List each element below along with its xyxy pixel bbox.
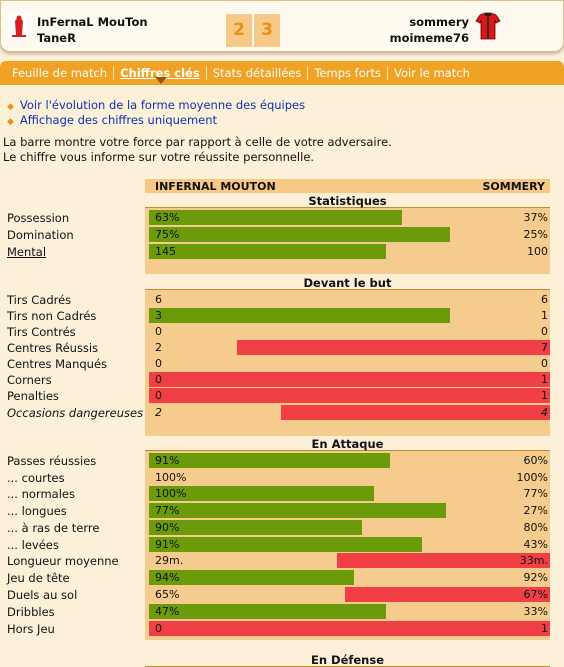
home-manager-name[interactable]: TaneR: [37, 31, 76, 45]
stat-label: Centres Manqués: [7, 357, 108, 371]
home-value: 75%: [155, 228, 180, 241]
home-strength-bar: [149, 308, 450, 323]
tab-chiffres-cles[interactable]: Chiffres clés: [114, 66, 207, 80]
away-value: 77%: [523, 487, 548, 500]
away-team-name[interactable]: sommery: [409, 15, 469, 29]
away-value: 43%: [523, 538, 548, 551]
home-score: 2: [226, 14, 252, 47]
away-value: 7: [541, 341, 548, 354]
away-value: 1: [541, 309, 548, 322]
away-strength-bar: [345, 587, 550, 602]
away-column-title: SOMMERY: [482, 180, 545, 193]
stat-label: Tirs non Cadrés: [7, 309, 97, 323]
home-value: 47%: [155, 605, 180, 618]
stat-label: Passes réussies: [7, 454, 97, 468]
stat-label: Tirs Cadrés: [7, 293, 72, 307]
home-value: 91%: [155, 454, 180, 467]
home-value: 0: [155, 373, 162, 386]
home-value: 90%: [155, 521, 180, 534]
home-value: 63%: [155, 211, 180, 224]
stat-label: ... levées: [7, 538, 59, 552]
stat-label: Dribbles: [7, 605, 55, 619]
stat-label: ... courtes: [7, 471, 65, 485]
home-strength-bar: [149, 520, 362, 535]
active-tab-indicator: [155, 77, 167, 84]
home-value: 94%: [155, 571, 180, 584]
stat-label: Hors Jeu: [7, 622, 55, 636]
home-value: 0: [155, 622, 162, 635]
tab-temps-forts[interactable]: Temps forts: [308, 66, 388, 80]
away-manager-name[interactable]: moimeme76: [389, 31, 469, 45]
home-strength-bar: [149, 453, 390, 468]
stat-label: Corners: [7, 373, 52, 387]
match-tabs: [0, 61, 564, 85]
link-evolution-text[interactable]: Voir l'évolution de la forme moyenne des équipes: [19, 98, 306, 112]
away-strength-bar: [149, 621, 550, 636]
link-evolution-forme[interactable]: [7, 98, 305, 112]
away-jersey-icon: [475, 12, 501, 40]
stat-label: Domination: [7, 228, 74, 242]
away-value: 60%: [523, 454, 548, 467]
home-value: 91%: [155, 538, 180, 551]
away-value: 33m.: [519, 554, 548, 567]
away-strength-bar: [281, 405, 550, 420]
stat-label: Possession: [7, 211, 70, 225]
stat-label: Centres Réussis: [7, 341, 99, 355]
section-title: En Défense: [145, 653, 550, 667]
bullet-icon: ◆: [7, 117, 14, 127]
away-strength-bar: [149, 372, 550, 387]
home-strength-bar: [149, 570, 354, 585]
home-value: 6: [155, 293, 162, 306]
stat-label: Longueur moyenne: [7, 554, 119, 568]
stat-label: Jeu de tête: [7, 571, 70, 585]
away-value: 6: [541, 293, 548, 306]
home-jersey-icon: [8, 13, 30, 39]
home-value: 2: [155, 341, 162, 354]
stat-label: Penalties: [7, 389, 59, 403]
away-value: 25%: [523, 228, 548, 241]
away-value: 100: [527, 245, 548, 258]
home-value: 145: [155, 245, 176, 258]
section-title: En Attaque: [145, 437, 550, 451]
home-value: 3: [155, 309, 162, 322]
home-strength-bar: [149, 227, 450, 242]
away-value: 37%: [523, 211, 548, 224]
away-strength-bar: [149, 388, 550, 403]
stat-label: ... à ras de terre: [7, 521, 100, 535]
away-value: 33%: [523, 605, 548, 618]
stat-label: ... normales: [7, 487, 75, 501]
home-strength-bar: [149, 244, 386, 259]
away-value: 67%: [523, 588, 548, 601]
away-value: 27%: [523, 504, 548, 517]
home-value: 77%: [155, 504, 180, 517]
section-title: Devant le but: [145, 276, 550, 290]
away-value: 80%: [523, 521, 548, 534]
home-value: 65%: [155, 588, 180, 601]
away-value: 100%: [516, 471, 548, 484]
home-value: 100%: [155, 487, 187, 500]
home-strength-bar: [149, 604, 386, 619]
home-strength-bar: [149, 210, 402, 225]
bullet-icon: ◆: [7, 102, 14, 112]
away-strength-bar: [237, 340, 550, 355]
stat-label: ... longues: [7, 504, 67, 518]
tab-voir-le-match[interactable]: Voir le match: [393, 66, 470, 80]
link-chiffres-text[interactable]: Affichage des chiffres uniquement: [19, 113, 218, 127]
away-value: 1: [541, 373, 548, 386]
away-value: 92%: [523, 571, 548, 584]
home-value: 2: [155, 406, 162, 419]
home-value: 29m.: [155, 554, 184, 567]
away-value: 0: [541, 357, 548, 370]
tab-stats-detaillees[interactable]: Stats détaillées: [207, 66, 309, 80]
home-value: 0: [155, 357, 162, 370]
intro-line-2: Le chiffre vous informe sur votre réussite personnelle.: [3, 150, 315, 164]
away-value: 4: [541, 406, 548, 419]
away-value: 1: [541, 622, 548, 635]
columns-header: [145, 179, 550, 193]
home-value: 0: [155, 389, 162, 402]
stat-label[interactable]: Mental: [7, 245, 47, 259]
away-strength-bar: [337, 553, 550, 568]
link-chiffres-uniquement[interactable]: [7, 113, 217, 127]
home-column-title: INFERNAL MOUTON: [155, 180, 276, 193]
home-value: 0: [155, 325, 162, 338]
home-team-name[interactable]: InFernaL MouTon: [37, 15, 148, 29]
tab-feuille-de-match[interactable]: Feuille de match: [6, 66, 114, 80]
away-value: 1: [541, 389, 548, 402]
section-title: Statistiques: [145, 194, 550, 208]
home-value: 100%: [155, 471, 187, 484]
intro-line-1: La barre montre votre force par rapport à celle de votre adversaire.: [3, 135, 392, 149]
stat-label: Duels au sol: [7, 588, 78, 602]
away-score: 3: [254, 14, 280, 47]
away-value: 0: [541, 325, 548, 338]
home-strength-bar: [149, 537, 422, 552]
home-strength-bar: [149, 503, 446, 518]
stat-label: Occasions dangereuses: [7, 406, 144, 420]
stat-label: Tirs Contrés: [7, 325, 76, 339]
match-header: [0, 0, 564, 52]
